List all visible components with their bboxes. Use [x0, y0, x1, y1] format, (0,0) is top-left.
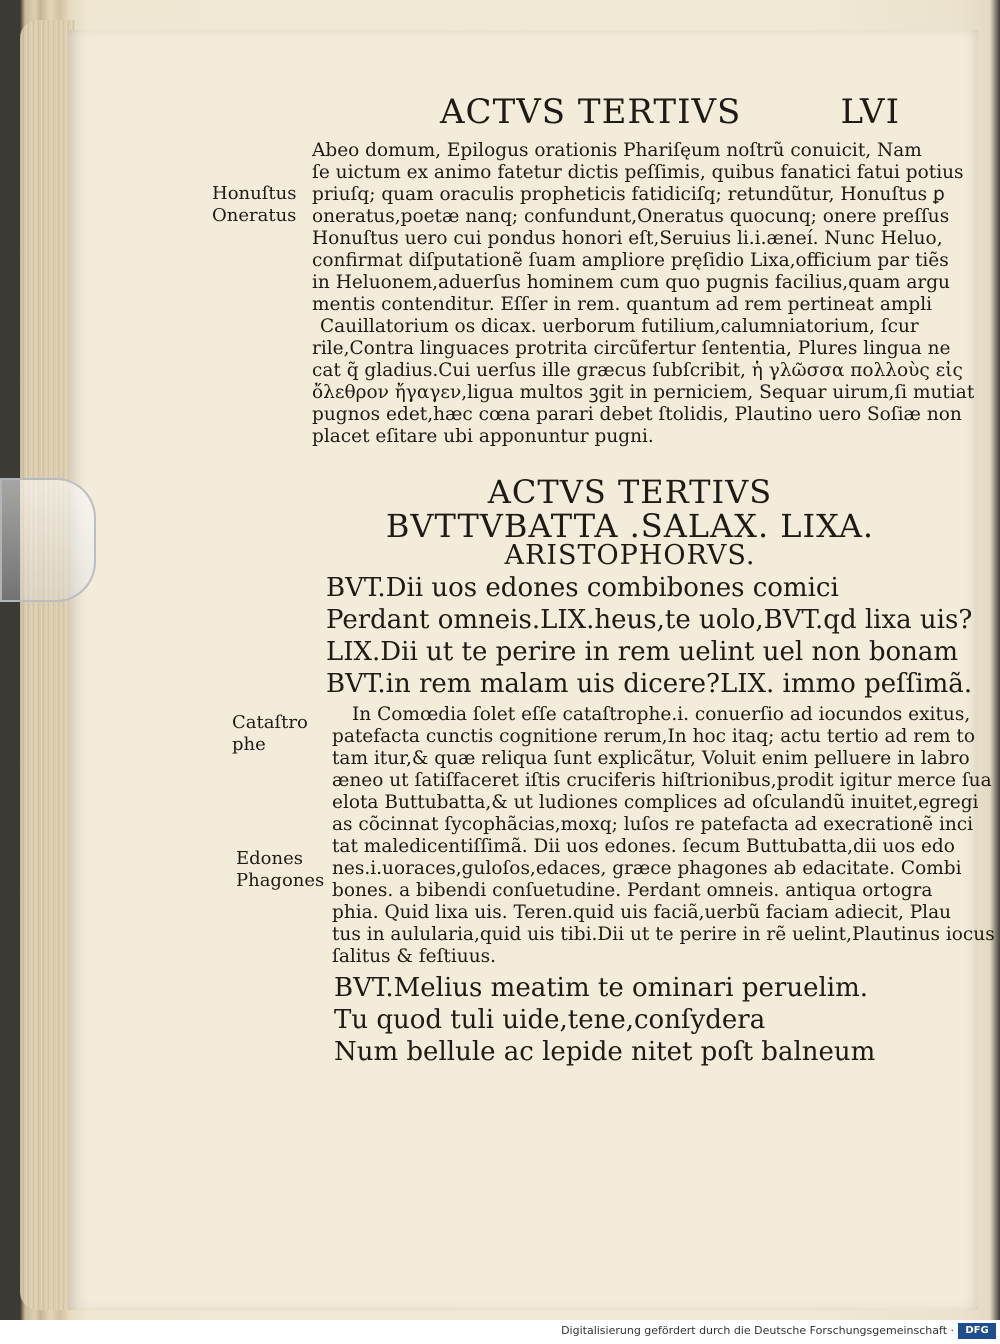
- commentary-line: oneratus,poetæ nanq; confundunt,Oneratus quocunq; onere preſſus: [312, 206, 950, 227]
- footer-bar: [0, 1320, 1000, 1344]
- commentary-line: tat maledicentiſſimã. Dii uos edones. ſecum Buttubatta,dii uos edo: [332, 836, 955, 857]
- verse-line: BVT.in rem malam uis dicere?LIX. immo peſſimã.: [326, 669, 973, 699]
- margin-note-phe: phe: [232, 734, 266, 755]
- commentary-line: ſe uictum ex animo fatetur dictis peſſimis, quibus fanatici fatui potius: [312, 162, 964, 183]
- commentary-line: tus in aulularia,quid uis tibi.Dii ut te perire in rẽ uelint,Plautinus iocus: [332, 924, 995, 945]
- commentary-line: æneo ut ſatiſfaceret iſtis cruciferis hiſtrionibus,prodit igitur merce ſua: [332, 770, 992, 791]
- folio-number: LVI: [840, 92, 900, 132]
- running-header: [440, 92, 900, 136]
- margin-note-oneratus: Oneratus: [212, 205, 297, 226]
- commentary-line: Cauillatorium os dicax. uerborum futilium,calumniatorium, ſcur: [320, 316, 919, 337]
- commentary-line: cat q̃ gladius.Cui uerſus ille græcus ſubſcribit, ἡ γλῶσσα πολλοὺς εἰς: [312, 360, 963, 381]
- commentary-line: tam itur,& quæ reliqua ſunt explicãtur, Voluit enim pelluere in labro: [332, 748, 970, 769]
- header-title: ACTVS TERTIVS: [440, 92, 742, 132]
- margin-note-phagones: Phagones: [236, 870, 325, 891]
- commentary-line: phia. Quid lixa uis. Teren.quid uis faciã,uerbũ faciam adiecit, Plau: [332, 902, 952, 923]
- commentary-line: nes.i.uoraces,guloſos,edaces, græce phagones ab edacitate. Combi: [332, 858, 962, 879]
- verse-line: Num bellule ac lepide nitet poſt balneum: [334, 1037, 876, 1067]
- commentary-line: as cõcinnat ſycophãcias,moxq; luſos re patefacta ad execrationẽ inci: [332, 814, 974, 835]
- commentary-line: In Comœdia ſolet eſſe cataſtrophe.i. conuerſio ad iocundos exitus,: [352, 704, 971, 725]
- margin-note-edones: Edones: [236, 848, 303, 869]
- commentary-line: bones. a bibendi conſuetudine. Perdant omneis. antiqua ortogra: [332, 880, 933, 901]
- verse-line: LIX.Dii ut te perire in rem uelint uel non bonam: [326, 637, 959, 667]
- verse-line: Perdant omneis.LIX.heus,te uolo,BVT.qd lixa uis?: [326, 605, 973, 635]
- verse-line: Tu quod tuli uide,tene,conſydera: [334, 1005, 766, 1035]
- commentary-line: confirmat diſputationẽ ſuam ampliore pręſidio Lixa,officium par tiẽs: [312, 250, 949, 271]
- page-edges: [20, 20, 75, 1310]
- commentary-line: Honuſtus uero cui pondus honori eſt,Seruius li.i.æneí. Nunc Heluo,: [312, 228, 943, 249]
- digitization-credit: Digitalisierung gefördert durch die Deutsche Forschungsgemeinschaft ·: [561, 1324, 954, 1337]
- dfg-logo: DFG: [958, 1323, 996, 1339]
- commentary-line: patefacta cunctis cognitione rerum,In hoc itaq; actu tertio ad rem to: [332, 726, 975, 747]
- scene-act-title: ACTVS TERTIVS: [487, 473, 773, 511]
- margin-note-honustus: Honuſtus: [212, 183, 297, 204]
- commentary-line: Abeo domum, Epilogus orationis Phariſęum noſtrũ conuicit, Nam: [312, 140, 922, 161]
- commentary-line: placet eſitare ubi apponuntur pugni.: [312, 426, 654, 447]
- commentary-line: rile,Contra linguaces protrita circũfertur ſententia, Plures lingua ne: [312, 338, 951, 359]
- commentary-line: pugnos edet,hæc cœna parari debet ſtolidis, Plautino uero Soſiæ non: [312, 404, 962, 425]
- verse-line: BVT.Melius meatim te ominari peruelim.: [334, 973, 869, 1003]
- commentary-line: ſalitus & feſtiuus.: [332, 946, 496, 967]
- margin-note-catastro: Cataſtro: [232, 712, 308, 733]
- commentary-line: in Heluonem,aduerſus hominem cum quo pugnis facilius,quam argu: [312, 272, 950, 293]
- commentary-line: elota Buttubatta,& ut ludiones complices ad oſculandũ inuitet,egregi: [332, 792, 979, 813]
- scene-characters: BVTTVBATTA .SALAX. LIXA.: [385, 507, 875, 545]
- page-clip: [0, 478, 96, 602]
- verse-line: BVT.Dii uos edones combibones comici: [326, 573, 839, 603]
- commentary-line: priuſq; quam oraculis propheticis fatidiciſq; retundũtur, Honuſtus ꝑ: [312, 184, 945, 205]
- commentary-line: ὄλεθρον ἤγαγεν,ligua multos ꝫgit in perniciem, Sequar uirum,ſi mutiat: [312, 382, 975, 403]
- scene-character-aristophorus: ARISTOPHORVS.: [504, 540, 756, 571]
- commentary-line: mentis contenditur. Eſſer in rem. quantum ad rem pertineat ampli: [312, 294, 933, 315]
